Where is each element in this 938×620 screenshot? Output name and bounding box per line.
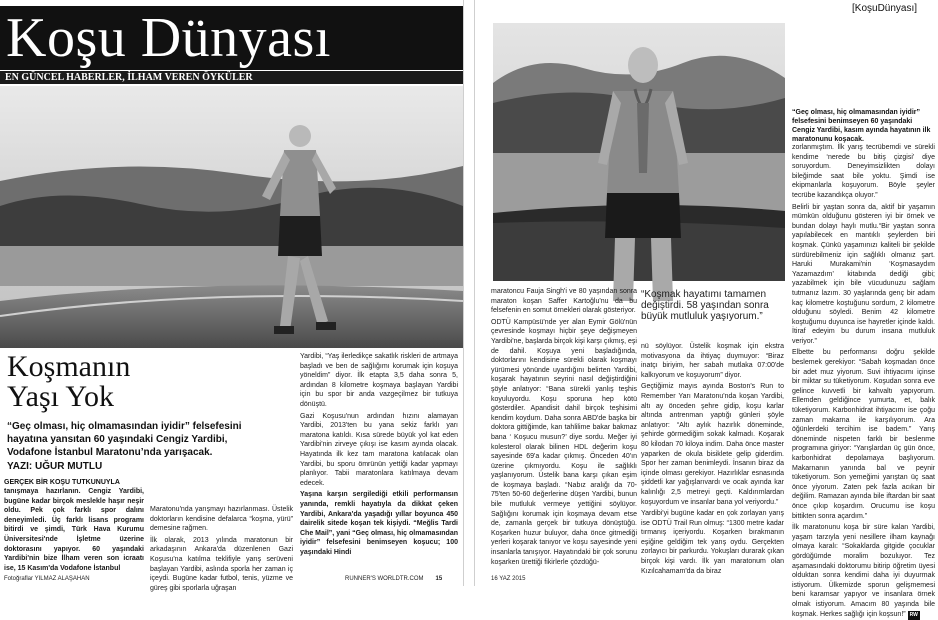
paragraph: Yardibi, “Yaş ilerledikçe sakatlık riskleri de artmaya başladı ve ben de sağlığımı korumak için koşuya yöneldim” diyor. İlk etapta 3,5 daha sonra 5, ardından 8 kilometre koşmaya başlayan Yardibi için bu spor bir anda vazgeçilmez bir tutkuya dönüştü. [300, 352, 458, 410]
runner-photo-left [0, 86, 463, 348]
photo-caption: “Geç olması, hiç olmamasından iyidir” felsefesini benimseyen 60 yaşındaki Cengiz Yardibi, kasım ayında hayatının ilk maratonunu koşacak. [792, 108, 934, 144]
paragraph: Belirli bir yaştan sonra da, aktif bir yaşamın mümkün olduğunu gösteren iyi bir örnek ve bundan dolayı haylı mutlu.“Bir yaştan sonra yapılabilecek en mantıklı şeylerden biri koşmak. Çünkü yaşamınızı kaliteli bir şekilde sürdürebilmeniz için sağlıklı olmanız şart. Haruki Murakami'nin ‘Koşmasaydım Yazamazdım’ kitabında dediği gibi; yazabilmek için bile vücudunuzu sağlam tutmanız lazım. 30 yaşlarında genç bir adam kaç kilometre koştuğunu sordum, 2 kilometre olduğunu söyledi. Benim 42 kilometre koştuğumu duyunca ise hayretler içinde kaldı. İtiraf edeyim bu durum insana mutluluk veriyor.” [792, 203, 935, 347]
paragraph: nü söylüyor. Üstelik koşmak için ekstra motivasyona da ihtiyaç duymuyor: “Biraz inatçı biriyim, her sabah mutlaka 07:00'de kalkıyorum ve koşuyorum” diyor. [641, 342, 784, 380]
end-mark: RW [908, 611, 920, 620]
magazine-title: Koşu Dünyası [6, 6, 331, 70]
footer-site: RUNNER'S WORLDTR.COM [345, 576, 423, 582]
spread-gutter [463, 0, 475, 586]
closing-paragraph: İlk maratonunu koşa bir süre kalan Yardibi, yaşam tarzıyla yeni nesillere ilham kaynağı olmaya karalı: “Sokaklarda gitgide çocuklar gördüğümde moralim bozuluyor. Tez aşamasındaki doktorumu bitirip öğretim üyesi olduktan sonra kendimi daha iyi duyurmak istiyorum. Ülkemizde sporun gelişmemesi beni karamsar yapıyor ve insanlara örnek olmak istiyorum. Amacım 80 yaşında bile koşmak. Herkes sağlığı için koşsun!” [792, 524, 935, 617]
headline-line-1: Koşmanın [7, 352, 147, 382]
right-page [476, 0, 938, 586]
article-column-4 [491, 287, 637, 559]
paragraph: Yardibi'yi bugüne kadar en çok zorlayan yarış ise ODTÜ Trail Run olmuş: “1300 metre kadar tırmanış içeriyordu. Koşarken bırakmanın eşiğine geldiğim tek yarış oydu. Gerçekten zorlayıcı bir parkurdu. Yokuşları durarak çıkan birçok kişi vardı. İlk yarı maratonum olan Kızılcahamam'da da biraz [641, 509, 784, 576]
tagline-bar [0, 71, 463, 84]
page-footer-left [345, 576, 442, 582]
paragraph: maratoncu Fauja Singh'i ve 80 yaşından sonra maraton koşan Saffer Kartoğlu'nu da bu felsefenin en somut örnekleri olarak gösteriyor. [491, 287, 637, 316]
article-column-6 [792, 143, 935, 552]
paragraph: İlk olarak, 2013 yılında maratonun bir arkadaşının Ankara'da düzenlenen Gazi Koşusu'na katılma teklifiyle yarış serüveni başlayan Yardibi, aslında sporla her zaman iç içeydi. Bugüne kadar futbol, tenis, yüzme ve güreş gibi sporlarla uğraşan [150, 536, 293, 594]
article-column-3 [300, 352, 458, 557]
paragraph: zorlanmıştım. İlk yarış tecrübemdi ve sürekli kendime ‘nerede bu bitiş çizgisi’ diye soruyordum. Deneyimsizlikten dolayı bileğimde saat bile yoktu. Şimdi ise ekipmanlarla koşuyorum. Böyle şeyler tecrübe kazandıkça oluyor.” [792, 143, 935, 201]
byline: YAZI: UĞUR MUTLU [7, 461, 102, 472]
paragraph: tanışmaya hazırlanın. Cengiz Yardibi, bugüne kadar birçok meslekle haşır neşir oldu. Pek çok farklı spor dalını deneyimledi. Üç farklı lisans programı bitirdi ve şimdi, Türk Hava Kurumu Üniversitesi'nde İşletme üzerine doktorasını yapıyor. 60 yaşındaki Yardibi'nin bize İlham veren son icraatı ise, 15 Kasım'da Vodafone İstanbul [4, 487, 144, 573]
runner-photo-right [493, 23, 785, 281]
pull-quote: “Koşmak hayatımı tamamen değiştirdi. 58 yaşından sonra büyük mutluluk yaşıyorum.” [641, 289, 777, 322]
section-tag: [KoşuDünyası] [852, 3, 917, 14]
page-footer-right: 16 YAZ 2015 [491, 576, 525, 582]
article-column-2 [150, 505, 293, 555]
paragraph: ODTÜ Kampüsü'nde yer alan Eymir Gölü'nün çevresinde koşmayı hiçbir şeye değişmeyen Yardibi'ne, başlarda birçok kişi karşı çıkmış, eşi de dahil. Koşuya yeni başladığında, doktorlarını kendisine sürekli olarak koşmayı yürümesi yönünde uyardığını belirten Yardibi, koşarak hayatının seyrini nasıl değiştirdiğini şöyle anlatıyor: “Bana sürekli yanlış teşhis koyuluyordu. Koşu sporuna hep kötü gösterdiler. Apandisit dahil birçok teşhisimi kendim koydum. Daha sonra ABD'de başka bir doktora gittiğimde, kan tahlilime bakar bakmaz bana ‘ Koşucu musun?’ diye sordu. Meğer iyi kolesterol olarak bilinen HDL değerim koşu sayesinde 69'a kadar çıkmış. Önceden 40'ın üzerine çıkmıyordu. Koşu ile sağlıklı yaşlanıyorum. Üstelik bana karşı çıkan eşim de koşmaya başladı. “Nabız aralığı da 70-75'ten 50-60 değerlerine düşen Yardibi, bunun bile mutluluk vermeye yettiğini söylüyor. Sağlığını korumak için koşmaya devam etse de, zamanla gerçek bir tutkuya dönüştüğü. Koşarken huzur buluyor, daha önce gitmediği yerleri koşarak tanıyor ve koşu sayesinde yeni insanlarla tanışıyor. Hayatındaki bir çok sorunu koşarken ürettiği fikirlerle çözdüğü- [491, 318, 637, 567]
masthead [0, 6, 463, 70]
article-headline [7, 352, 147, 412]
paragraph: Geçtiğimiz mayıs ayında Boston's Run to Remember Yarı Maratonu'nda koşan Yardibi, altı ay önceden şehre gidip, koşu karlar altında antrenman yaptığı günleri şöyle anlatıyor: “Altı aylık hazırlık döneminde, şehirde görmediğim sokak kalmadı. Koşarak 80 kilodan 70 kiloya indim. Daha önce master yaparken de okula bisiklete gelip giderdim. Spor her zaman benimleydi. İnsanın biraz da içinde olması gerekiyor. Hazırlıklar esnasında şiddetli kar yağışlarıvardı ve ocak ayında kar kalınlığı 2,5 metreyi geçti. Kaldırımlardan koşuyordum ve insanlar bana yol veriyordu.” [641, 382, 784, 507]
left-page [0, 0, 463, 586]
paragraph: Gazi Koşusu'nun ardından hızını alamayan Yardibi, 2013'ten bu yana sekiz farklı yarı maratona katıldı. Kısa sürede büyük yol kat eden Yardibi'nin zirveye çıkışı ise kasım ayında olacak. Hayatında ilk kez tam maratona katılacak olan Yardibi, bu sporu ömrünün yettiği kadar yapmayı planlıyor. Tabii maratonlara katılmaya devam edecek. [300, 412, 458, 489]
tagline: EN GÜNCEL HABERLER, İLHAM VEREN ÖYKÜLER [5, 71, 253, 84]
headline-line-2: Yaşı Yok [7, 382, 147, 412]
article-column-5 [641, 342, 784, 560]
paragraph: Yaşına karşın sergilediği etkili performansın yanında, remkli hayatıyla da dikkat çeken Yardibi, Ankara'da yaşadığı yıllar boyunca 450 dairelik sitede koşan tek kişiydi. “Meğlis Tardi Che Mail”, yani “Geç olması, hiç olmamasından iyidir” felsefesini benimseyen koşucu; 100 yaşındaki Hindi [300, 490, 458, 557]
article-deck: “Geç olması, hiç olmamasından iyidir” felsefesini hayatına yansıtan 60 yaşındaki Cengiz Yardibi, Vodafone İstanbul Maratonu’nda yarışacak. [7, 420, 265, 459]
lead-subhead: GERÇEK BİR KOŞU TUTKUNUYLA [4, 479, 120, 486]
paragraph: Elbette bu performansı doğru şekilde beslemek gerekiyor: “Sabah koşmadan önce bir adet muz yiyorum. Suvi ihtiyacımı içinse bir miktar su tüketiyorum. Koşudan sonra eve gelince kuvvetli bir kahvaltı yapıyorum. Ellemden geldiğince yumurta, et, balık tüketiyorum. Karbonhidrat ihtiyacımı ise çoğu zaman makarna ile karşılıyorum. Ara öğünlerdeki tercihim ise badem.” Yarış döneminde nispeten farklı bir beslenme programına giriyor: “Yarışlardan üç gün önce, karbonhidrat depolamaya başlıyorum. Makarnanın yanında bal ve peynir tüketiyorum. Son yemeğimi yarıştan üç saat önce yiyorum. Zaten pek fazla acıkan bir değilim. Ramazan ayında bile iftardan bir saat önce çıkıp koşardım. Orucumu ise koşu bittikten sonra açardım.” [792, 348, 935, 521]
photo-credit: Fotoğraflar YILMAZ ALAŞAHAN [4, 576, 90, 582]
paragraph: Maratonu'nda yarışmayı hazırlanması. Üstelik doktorların kendisine defalarca “koşma, yürü” demesine rağmen. [150, 505, 293, 534]
page-number-left: 15 [435, 576, 442, 582]
paragraph [792, 523, 935, 620]
article-column-1 [4, 487, 144, 549]
